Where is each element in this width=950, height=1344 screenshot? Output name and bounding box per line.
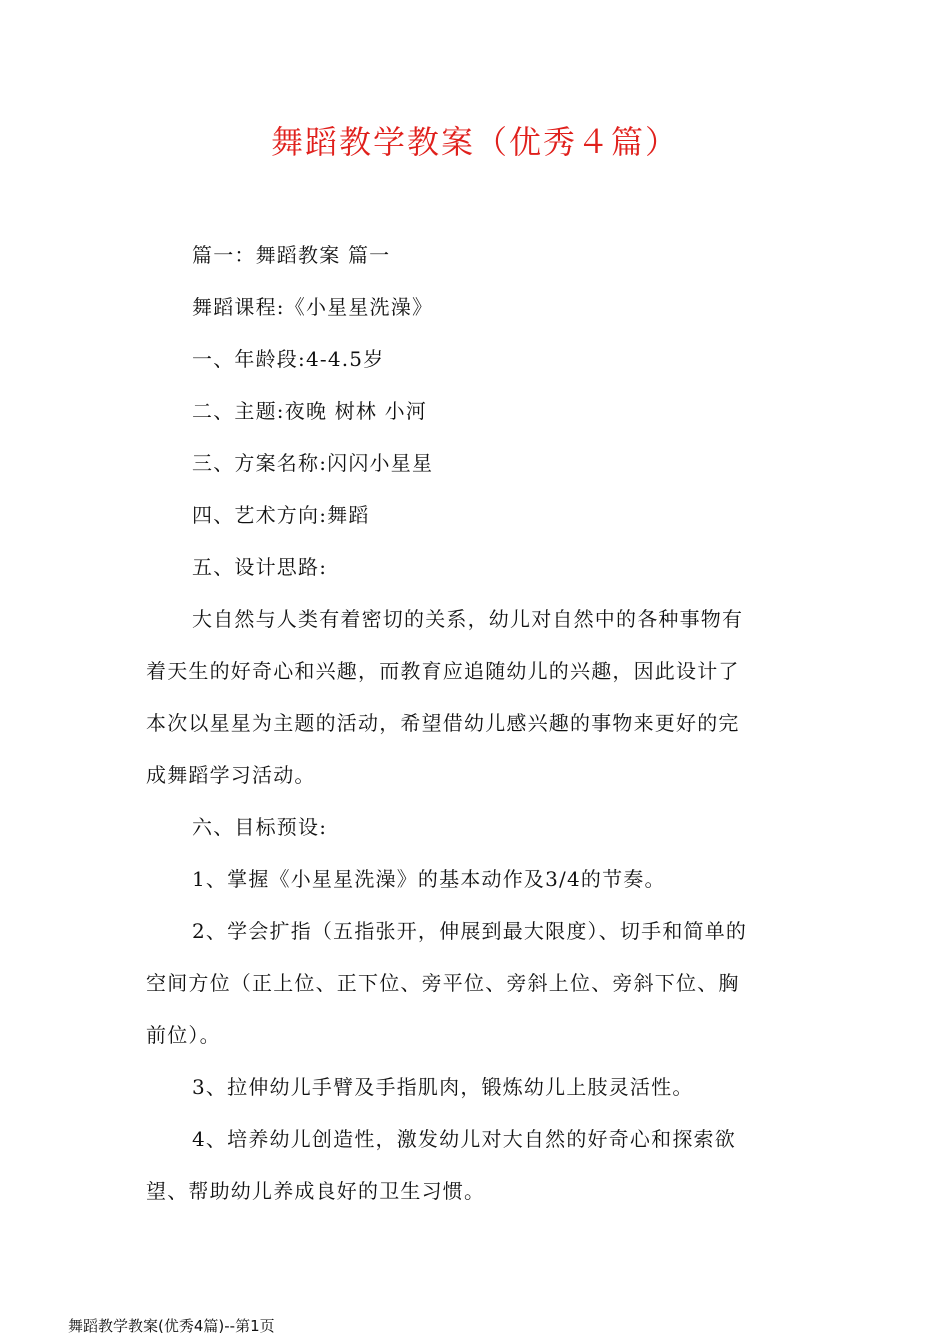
doc-paragraph-line: 成舞蹈学习活动。 <box>146 763 316 787</box>
doc-goal-line: 前位）。 <box>146 1023 221 1047</box>
doc-line-course: 舞蹈课程:《小星星洗澡》 <box>192 295 434 319</box>
doc-goal-line: 空间方位（正上位、正下位、旁平位、旁斜上位、旁斜下位、胸 <box>146 971 740 995</box>
doc-goal-line: 4、培养幼儿创造性，激发幼儿对大自然的好奇心和探索欲 <box>192 1127 736 1151</box>
doc-paragraph-line: 本次以星星为主题的活动，希望借幼儿感兴趣的事物来更好的完 <box>146 711 740 735</box>
doc-goal-line: 望、帮助幼儿养成良好的卫生习惯。 <box>146 1179 486 1203</box>
doc-line-section-header: 篇一：舞蹈教案 篇一 <box>192 243 391 267</box>
doc-line-art-direction: 四、艺术方向:舞蹈 <box>192 503 370 527</box>
doc-goal-line: 2、学会扩指（五指张开，伸展到最大限度）、切手和简单的 <box>192 919 748 943</box>
doc-paragraph-line: 着天生的好奇心和兴趣，而教育应追随幼儿的兴趣，因此设计了 <box>146 659 740 683</box>
doc-line-goals-heading: 六、目标预设: <box>192 815 328 839</box>
doc-paragraph-line: 大自然与人类有着密切的关系，幼儿对自然中的各种事物有 <box>192 607 744 631</box>
page-footer: 舞蹈教学教案(优秀4篇)--第1页 <box>68 1317 275 1335</box>
document-title: 舞蹈教学教案（优秀４篇） <box>270 123 679 161</box>
doc-line-age: 一、年龄段:4-4.5岁 <box>192 347 385 371</box>
doc-line-design-heading: 五、设计思路: <box>192 555 328 579</box>
doc-line-theme: 二、主题:夜晚 树林 小河 <box>192 399 428 423</box>
doc-goal-line: 3、拉伸幼儿手臂及手指肌肉，锻炼幼儿上肢灵活性。 <box>192 1075 694 1099</box>
doc-line-plan-name: 三、方案名称:闪闪小星星 <box>192 451 434 475</box>
doc-goal-line: 1、掌握《小星星洗澡》的基本动作及3/4的节奏。 <box>192 867 666 891</box>
